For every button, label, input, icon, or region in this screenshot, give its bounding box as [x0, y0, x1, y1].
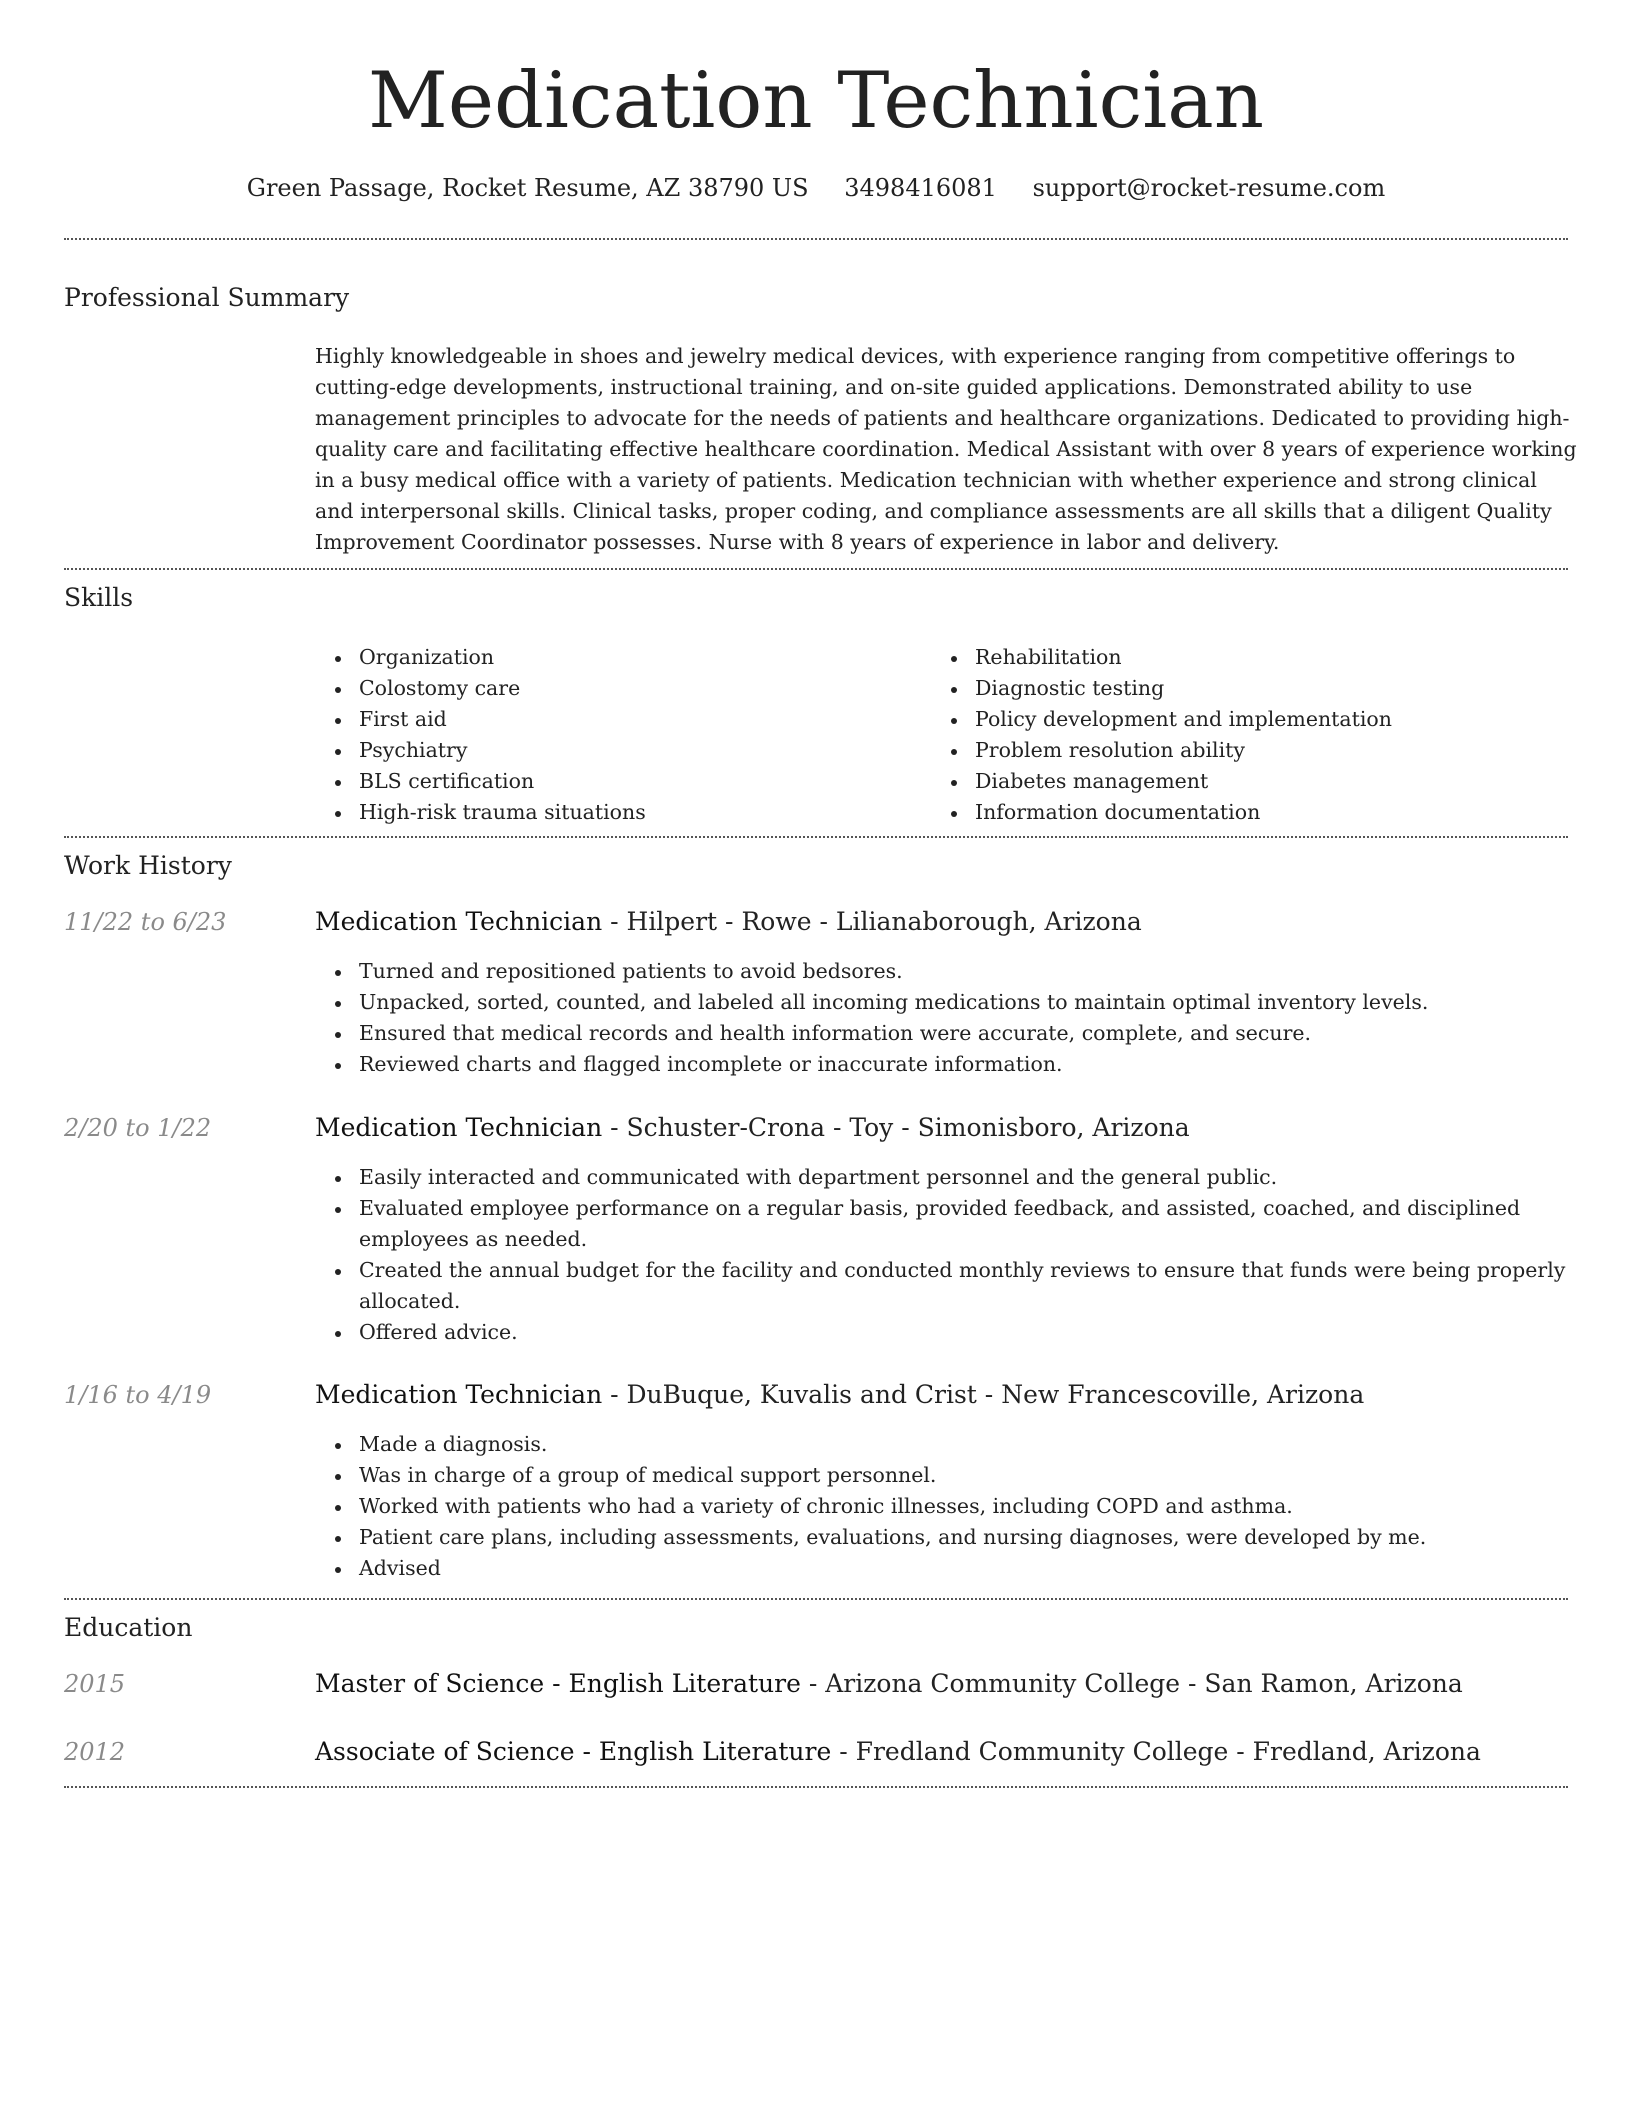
job-role: Medication Technician: [315, 1113, 603, 1142]
education-entry: [315, 1734, 1481, 1770]
job-bullet: Created the annual budget for the facility and conducted monthly reviews to ensure that funds were being properly allocated.: [315, 1255, 1577, 1317]
skills-column-left: [315, 642, 931, 828]
skills-list: [315, 642, 1568, 828]
summary-text: Highly knowledgeable in shoes and jewelry medical devices, with experience ranging from competitive offerings to cutting-edge developments, instructional training, and on-site guided applications. Demonstrated ability to use management principles to advocate for the needs of patients and healthcare organizations. Dedicated to providing high-quality care and facilitating effective healthcare coordination. Medical Assistant with over 8 years of experience working in a busy medical office with a variety of patients. Medication technician with whether experience and strong clinical and interpersonal skills. Clinical tasks, proper coding, and compliance assessments are all skills that a diligent Quality Improvement Coordinator possesses. Nurse with 8 years of experience in labor and delivery.: [315, 344, 1577, 554]
education-section-title: Education: [64, 1613, 193, 1642]
summary-section-title: Professional Summary: [64, 283, 350, 312]
contact-email: support@rocket-resume.com: [1032, 174, 1386, 202]
section-divider: [64, 1598, 1568, 1600]
job-employer-location: - Schuster-Crona - Toy - Simonisboro, Arizona: [602, 1113, 1190, 1142]
skills-section-title: Skills: [64, 583, 134, 612]
job-employer-location: - Hilpert - Rowe - Lilianaborough, Arizona: [602, 907, 1142, 936]
skills-column-right: [931, 642, 1547, 828]
contact-line: [0, 168, 1632, 208]
job-dates: 11/22 to 6/23: [64, 908, 227, 936]
skill-item: Colostomy care: [315, 673, 931, 704]
contact-address: Green Passage, Rocket Resume, AZ 38790 US: [246, 174, 809, 202]
resume-name-heading: Medication Technician: [368, 56, 1264, 146]
job-dates: 1/16 to 4/19: [64, 1381, 212, 1409]
job-bullet: Advised: [315, 1553, 1577, 1584]
job-bullet: Made a diagnosis.: [315, 1429, 1577, 1460]
section-divider: [64, 238, 1568, 240]
job-bullets: [315, 956, 1577, 1080]
section-divider: [64, 836, 1568, 838]
job-bullet: Ensured that medical records and health information were accurate, complete, and secure.: [315, 1018, 1577, 1049]
education-degree: Master of Science - English Literature: [315, 1669, 801, 1698]
skill-item: Problem resolution ability: [931, 735, 1547, 766]
job-bullet: Turned and repositioned patients to avoid bedsores.: [315, 956, 1577, 987]
job-role: Medication Technician: [315, 1380, 603, 1409]
education-year: 2012: [64, 1738, 126, 1766]
education-year: 2015: [64, 1670, 126, 1698]
job-bullet: Evaluated employee performance on a regular basis, provided feedback, and assisted, coached, and disciplined employees as needed.: [315, 1193, 1577, 1255]
job-bullets: [315, 1162, 1577, 1348]
skill-item: Policy development and implementation: [931, 704, 1547, 735]
job-bullet: Worked with patients who had a variety of chronic illnesses, including COPD and asthma.: [315, 1491, 1577, 1522]
education-entry: [315, 1666, 1463, 1702]
job-role: Medication Technician: [315, 907, 603, 936]
job-dates: 2/20 to 1/22: [64, 1114, 212, 1142]
job-title: [315, 1377, 1364, 1413]
education-school-location: - Arizona Community College - San Ramon, Arizona: [800, 1669, 1463, 1698]
job-bullet: Offered advice.: [315, 1317, 1577, 1348]
section-divider: [64, 1786, 1568, 1788]
job-bullet: Reviewed charts and flagged incomplete or inaccurate information.: [315, 1049, 1577, 1080]
skill-item: Psychiatry: [315, 735, 931, 766]
skill-item: First aid: [315, 704, 931, 735]
skill-item: Diagnostic testing: [931, 673, 1547, 704]
job-title: [315, 904, 1142, 940]
job-bullet: Was in charge of a group of medical support personnel.: [315, 1460, 1577, 1491]
job-bullet: Easily interacted and communicated with department personnel and the general public.: [315, 1162, 1577, 1193]
section-divider: [64, 568, 1568, 570]
work-section-title: Work History: [64, 851, 232, 880]
skill-item: BLS certification: [315, 766, 931, 797]
education-degree: Associate of Science - English Literature: [315, 1737, 832, 1766]
skill-item: Organization: [315, 642, 931, 673]
skill-item: Diabetes management: [931, 766, 1547, 797]
job-bullet: Unpacked, sorted, counted, and labeled all incoming medications to maintain optimal inventory levels.: [315, 987, 1577, 1018]
skill-item: Rehabilitation: [931, 642, 1547, 673]
education-school-location: - Fredland Community College - Fredland, Arizona: [831, 1737, 1481, 1766]
skill-item: High-risk trauma situations: [315, 797, 931, 828]
job-bullet: Patient care plans, including assessments, evaluations, and nursing diagnoses, were developed by me.: [315, 1522, 1577, 1553]
job-title: [315, 1110, 1190, 1146]
job-bullets: [315, 1429, 1577, 1584]
job-employer-location: - DuBuque, Kuvalis and Crist - New Francescoville, Arizona: [602, 1380, 1365, 1409]
contact-phone: 3498416081: [844, 174, 997, 202]
skill-item: Information documentation: [931, 797, 1547, 828]
